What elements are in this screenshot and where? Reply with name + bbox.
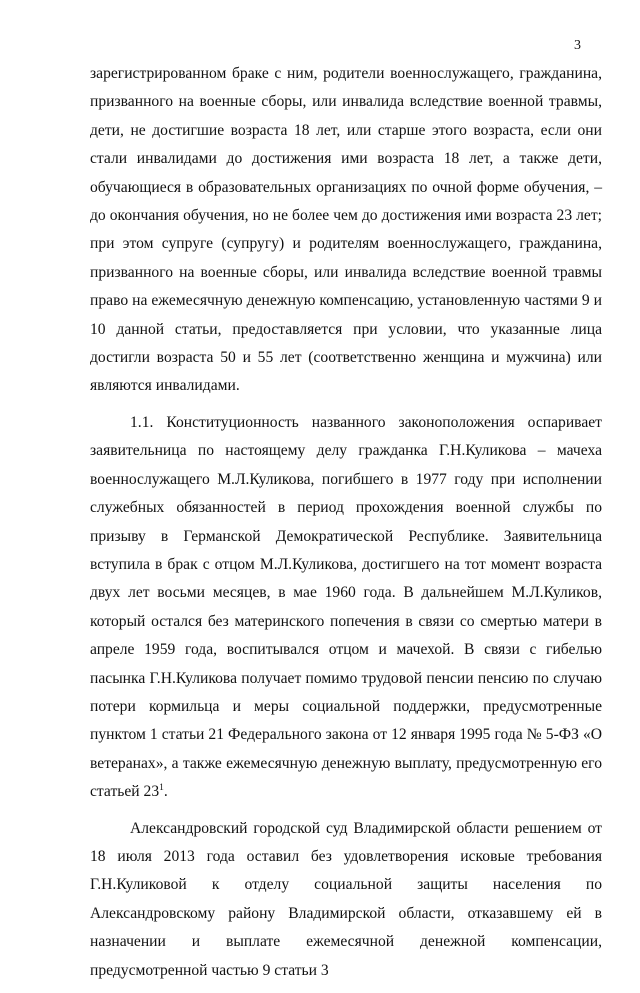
page-number: 3 [574, 38, 581, 53]
paragraph-section-1-1-tail: . [163, 783, 168, 801]
footnote-superscript: 1 [159, 783, 164, 794]
paragraph-section-1-1 [90, 409, 602, 807]
paragraph-court-decision: Александровский городской суд Владимирской области решением от 18 июля 2013 года оставил без удовлетворения исковые требования Г.Н.Куликовой к отделу социальной защиты населения по Александровскому району Владимирской области, отказавшему ей в назначении и выплате ежемесячной денежной компенсации, предусмотренной частью 9 статьи 3 [90, 819, 602, 979]
paragraph-section-1-1-text: 1.1. Конституционность названного законоположения оспаривает заявительница по настоящему делу гражданка Г.Н.Куликова – мачеха военнослужащего М.Л.Куликова, погибшего в 1977 году при исполнении служебных обязанностей в период прохождения военной службы по призыву в Германской Демократической Республике. Заявительница вступила в брак с отцом М.Л.Куликова, достигшего на тот момент возраста двух лет восьми месяцев, в мае 1960 года. В дальнейшем М.Л.Куликов, который остался без материнского попечения в связи со смертью матери в апреле 1959 года, воспитывался отцом и мачехой. В связи с гибелью пасынка Г.Н.Куликова получает помимо трудовой пенсии пенсию по случаю потери кормильца и меры социальной поддержки, предусмотренные пунктом 1 статьи 21 Федерального закона от 12 января 1995 года № 5-ФЗ «О ветеранах», а также ежемесячную денежную выплату, предусмотренную его статьей 23 [90, 413, 602, 801]
document-body [90, 60, 602, 993]
paragraph-continued: зарегистрированном браке с ним, родители военнослужащего, гражданина, призванного на военные сборы, или инвалида вследствие военной травмы, дети, не достигшие возраста 18 лет, или старше этого возраста, если они стали инвалидами до достижения ими возраста 18 лет, а также дети, обучающиеся в образовательных организациях по очной форме обучения, – до окончания обучения, но не более чем до достижения ими возраста 23 лет; при этом супруге (супругу) и родителям военнослужащего, гражданина, призванного на военные сборы, или инвалида вследствие военной травмы право на ежемесячную денежную компенсацию, установленную частями 9 и 10 данной статьи, предоставляется при условии, что указанные лица достигли возраста 50 и 55 лет (соответственно женщина и мужчина) или являются инвалидами. [90, 65, 602, 395]
